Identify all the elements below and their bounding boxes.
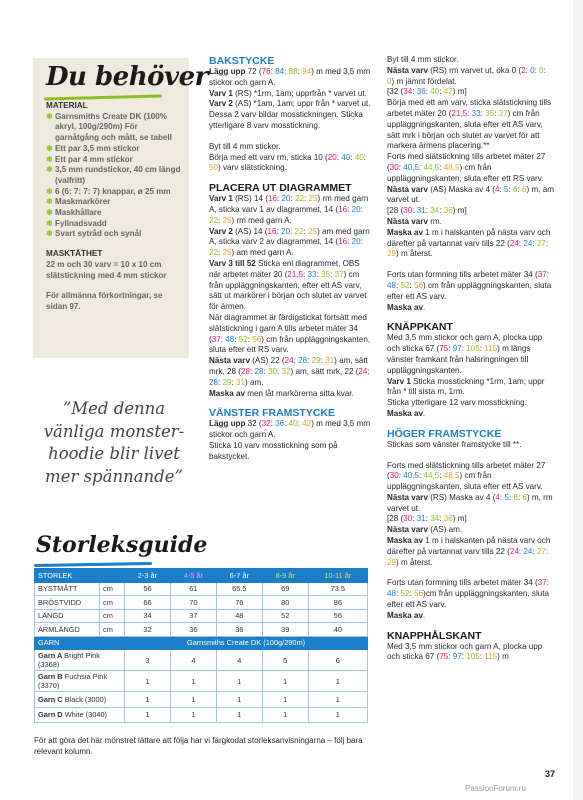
paragraph: Maska av. (387, 302, 426, 312)
material-heading: MATERIAL (46, 101, 88, 110)
materials-title: Du behöver (46, 62, 208, 92)
snowflake-icon: ❄ (46, 208, 53, 218)
header-cell: STORLEK (35, 569, 125, 583)
header-cell: 6-7 år (216, 569, 262, 583)
paragraph: Nästa varv (RS) rm varvet ut, öka 0 (2: 0: 0: 0) m jämnt fördelat. (387, 65, 546, 86)
snowflake-icon: ❄ (46, 143, 53, 153)
paragraph: Börja med ett varv rm, sticka 10 (20: 40: 40: 50) varv slätstickning. (209, 152, 367, 173)
paragraph: Varv 2 (AS) *1am, 1am; uppr från * varvet ut. (209, 99, 371, 109)
table-row: ÄRMLÄNGD cm 32 36 36 39 40 (35, 623, 368, 637)
paragraph: Dessa 2 varv bildar mosstickningen. Sticka ytterligare 8 varv mosstickning. (209, 110, 363, 130)
table-header-row (35, 569, 368, 583)
paragraph: Börja med ett am varv, sticka slätstickning tills arbetet mäter 20 (21,5: 33: 35: 37) cm från uppläggningskanten, sluta efter ett AS varv, sätt mrk i början och slutet av varvet för att markera ärmens placering.** (387, 98, 552, 151)
pull-quote: ”Med denna vänliga monster-hoodie blir livet mer spännande” (43, 399, 185, 486)
section-heading-hoger: HÖGER FRAMSTYCKE (387, 427, 502, 440)
section-heading-knapphalskant: KNAPPHÅLSKANT (387, 629, 482, 642)
paragraph: Byt till 4 mm stickor. (209, 141, 281, 151)
header-cell: 4-5 år (170, 569, 216, 583)
paragraph: Maska av 1 m i halskanten på nästa varv och därefter på vartannat varv tills 22 (24: 24: 27: 29) m återst. (387, 227, 551, 259)
material-item: ❄ Ett par 4 mm stickor (46, 154, 133, 164)
paragraph: Forts utan formning tills arbetet mäter 34 (37: 48: 52: 56) cm från uppläggningskanten, sluta efter ett AS varv. (387, 270, 552, 301)
header-cell: 2-3 år (125, 569, 171, 583)
material-item: ❄ Ett par 3,5 mm stickor (46, 143, 140, 153)
paragraph: Maska av men låt markörerna sitta kvar. (209, 388, 354, 398)
paragraph: Lägg upp 32 (32: 36: 40: 42) m med 3,5 mm stickor och garn A. (209, 419, 371, 440)
page-edge (573, 0, 583, 800)
snowflake-icon: ❄ (46, 197, 53, 207)
yarn-header-row: GARN Garnsmiths Create DK (100g/290m) (35, 636, 368, 650)
table-row: LÄNGD cm 34 37 48 52 56 (35, 609, 368, 623)
paragraph: Med 3,5 mm stickor och garn A, plocka upp och sticka 67 (75: 97: 105: 115) m (387, 641, 543, 662)
snowflake-icon: ❄ (46, 165, 53, 175)
paragraph: Lägg upp 72 (76: 84: 88: 94) m med 3,5 mm stickor och garn A. (209, 67, 371, 87)
table-row: BRÖSTVIDD cm 66 70 76 80 86 (35, 596, 368, 610)
materials-content (46, 101, 184, 313)
paragraph: När diagrammet är färdigstickat fortsätt med slätstickning i garn A tills arbetet mäter 34 (37: 48: 52: 56) cm från uppläggningskanten, sluta efter ett RS varv. (209, 312, 371, 355)
paragraph: Med 3,5 mm stickor och garn A, plocka upp och sticka 67 (75: 97: 105: 115) m längs vänster framkant från halsringningen till uppläggningskanten. (387, 333, 543, 375)
size-table (34, 568, 368, 723)
section-heading-knappkant: KNÄPPKANT (387, 321, 453, 334)
snowflake-icon: ❄ (46, 229, 53, 239)
size-guide-underline (34, 562, 152, 567)
snowflake-icon: ❄ (46, 218, 53, 228)
paragraph: Forts med slätstickning tills arbetet mäter 27 (30: 40,5: 44,5: 48,5) cm från uppläggningskanten, sluta efter ett RS varv. (387, 152, 546, 183)
snowflake-icon: ❄ (46, 154, 53, 164)
table-row: Garn D White (3040) 1 1 1 1 1 (35, 707, 368, 723)
paragraph: Nästa varv rm. (387, 216, 442, 226)
snowflake-icon: ❄ (46, 186, 53, 196)
paragraph: Sticka 10 varv mosstickning som på bakstycket. (209, 440, 338, 461)
paragraph: [32 (34: 36: 40: 42) m] (387, 87, 467, 97)
table-row: BYSTMÅTT cm 56 61 65.5 69 73.5 (35, 582, 368, 596)
section-heading-bakstycke: BAKSTYCKE (209, 55, 275, 67)
material-item: ❄ Garnsmiths Create DK (100% akryl, 100g/290m) För garnåtgång och mått, se tabell (46, 111, 172, 143)
paragraph: Maska av. (387, 408, 426, 418)
paragraph: [28 (30: 31: 34: 36) m] (387, 514, 467, 524)
paragraph: Forts med slätstickning tills arbetet mäter 27 (30: 40,5: 44,5: 48,5) cm från uppläggningskanten, sluta efter ett AS varv. (387, 460, 546, 492)
table-row: Garn A Bright Pink (3368) 3 4 4 5 6 (35, 650, 368, 671)
paragraph: Sticka ytterligare 12 varv mosstickning. (387, 398, 527, 408)
snowflake-icon: ❄ (46, 111, 53, 121)
section-heading-placera: PLACERA UT DIAGRAMMET (209, 182, 352, 195)
header-cell: 8-9 år (262, 569, 308, 583)
material-item: ❄ Maskhållare (46, 208, 102, 218)
header-cell: 10-11 år (308, 569, 367, 583)
paragraph: [28 (30: 31: 34: 36) m] (387, 206, 467, 216)
table-row: Garn C Black (3000) 1 1 1 1 1 (35, 692, 368, 708)
gauge-text: 22 m och 30 varv = 10 x 10 cm slätstickning med 4 mm stickor (46, 259, 167, 280)
paragraph: Byt till 4 mm stickor. (387, 55, 459, 64)
material-item: ❄ Svart sytråd och synål (46, 229, 142, 239)
instructions-column-1 (209, 55, 373, 463)
paragraph: Varv 1 (RS) *1rm, 1am; upprfrån * varvet ut. (209, 88, 367, 98)
material-item: ❄ Maskmarkörer (46, 197, 111, 207)
material-item: ❄ 6 (6: 7: 7: 7) knappar, ø 25 mm (46, 186, 171, 196)
paragraph: Nästa varv (AS) am. (387, 525, 463, 535)
instructions-column-2 (387, 55, 555, 663)
paragraph: Maska av 1 m i halskanten på nästa varv och därefter på vartannat varv tills 22 (24: 24: 27: 29) m återst. (387, 536, 551, 567)
page-number: 37 (545, 769, 556, 779)
paragraph: Varv 1 Sticka mosstickning *1rm, 1am; uppr från * till sista m, 1rm. (387, 376, 545, 397)
paragraph: Maska av. (387, 610, 426, 620)
paragraph: Forts utan formning tills arbetet mäter 34 (37: 48: 52: 56)cm från uppläggningskanten, sluta efter ett AS varv. (387, 578, 550, 610)
size-guide-title: Storleksguide (36, 532, 208, 558)
table-row: Garn B Fuchsia Pink (3370) 1 1 1 1 1 (35, 671, 368, 692)
section-heading-vanster: VÄNSTER FRAMSTYCKE (209, 407, 336, 420)
watermark: PassionForum.ru (465, 784, 526, 793)
abbreviations-note: För allmänna förkortningar, se sidan 97. (46, 291, 163, 311)
paragraph: Stickas som vänster framstycke till **. (387, 439, 522, 449)
material-list (46, 112, 184, 240)
paragraph: Nästa varv (AS) 22 (24: 28: 29: 31) am, sätt mrk, 28 (28: 28: 30: 32) am, sätt mrk, 22 (24: 28: 29: 31) am. (209, 356, 370, 387)
material-item: ❄ 3,5 mm rundstickor, 40 cm längd (valfritt) (46, 165, 181, 185)
paragraph: Varv 1 (RS) 14 (16: 20: 22: 25) rm med garn A, sticka varv 1 av diagrammet, 14 (16: 20: 22: 25) rm med garn A. (209, 194, 369, 225)
paragraph: Nästa varv (RS) Maska av 4 (4: 5: 6: 6) m, rm varvet ut. (387, 492, 553, 513)
material-item: ❄ Fyllnadsvadd (46, 218, 107, 228)
paragraph: Nästa varv (AS) Maska av 4 (4: 5: 6: 6) m, am varvet ut. (387, 184, 554, 205)
paragraph: Varv 2 (AS) 14 (16: 20: 22: 25) am med garn A, sticka varv 2 av diagrammet, 14 (16: 20: 22: 25) am med garn A. (209, 226, 370, 258)
size-guide-footnote: För att göra det här mönstret lättare att följa har vi färgkodat storleksanvisningarna – följ bara relevant kolumn. (34, 736, 363, 756)
gauge-heading: MASKTÄTHET (46, 249, 103, 259)
paragraph: Varv 3 till 52 Sticka enl diagrammet, OBS när arbetet mäter 20 (21,5: 33: 35: 37) cm från uppläggningskanten, efter ett AS varv, sätt ut markörer i början och slutet av varvet för ärmen. (209, 258, 367, 312)
